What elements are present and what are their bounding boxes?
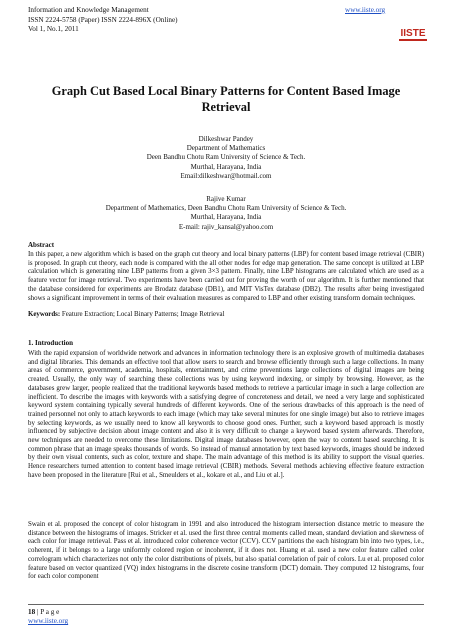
page-separator: | bbox=[36, 608, 39, 616]
svg-text:IISTE: IISTE bbox=[400, 28, 426, 39]
footer-website-link[interactable]: www.iiste.org bbox=[28, 617, 69, 626]
author-place: Murthal, Harayana, India bbox=[190, 162, 262, 171]
author-block-1 bbox=[28, 135, 424, 181]
section-heading-introduction: 1. Introduction bbox=[28, 339, 73, 347]
intro-paragraph-1: With the rapid expansion of worldwide network and advances in information technology there is an explosive growth of multimedia databases and digital libraries. This demands an effective tool that allow users to search and browse efficiently through such a large collections. In many areas of commerce, government, academia, hospitals, entertainment, and crime preventions large collections of digital images are being created. Usually, the only way of searching these collections was by using keyword indexing, or simply by browsing. However, as the databases grew larger, people realized that the traditional keywords based methods to retrieve a particular image in such a large collection are inefficient. To describe the images with keywords with a satisfying degree of concreteness and detail, we need a very large and sophisticated keyword system containing typically several hundreds of different keywords. One of the serious drawbacks of this approach is the need of trained personnel not only to attach keywords to each image (which may take several minutes for one single image) but also to retrieve images by selecting keywords, as we usually need to know all keywords to choose good ones. Further, such a keyword based approach is mostly influenced by subjective decision about image content and also it is very difficult to change a keyword based system afterwards. Therefore, new techniques are needed to overcome these limitations. Digital image databases however, open the way to content based searching. It is common phrase that an image speaks thousands of words. So instead of manual annotation by text based keywords, images should be indexed by their own visual contents, such as color, texture and shape. The main advantage of this method is its ability to support the visual queries. Hence researchers turned attention to content based image retrieval (CBIR) methods. Several methods achieving effective feature extraction have been proposed in the literature [Rui et al., Smeulders et al., kokare et al., and Liu et al.]. bbox=[28, 350, 424, 479]
page-footer bbox=[28, 608, 68, 627]
page-number: 18 bbox=[28, 608, 36, 616]
journal-name: Information and Knowledge Management bbox=[28, 6, 149, 14]
keywords-line bbox=[28, 311, 225, 318]
journal-header bbox=[28, 6, 178, 35]
paper-title: Graph Cut Based Local Binary Patterns for Content Based Image Retrieval bbox=[51, 84, 401, 114]
footer-divider bbox=[28, 604, 424, 605]
abstract-heading: Abstract bbox=[28, 241, 55, 249]
author-block-2 bbox=[28, 195, 424, 232]
author-dept: Department of Mathematics bbox=[186, 144, 266, 153]
journal-volume: Vol 1, No.1, 2011 bbox=[28, 25, 79, 34]
keywords-text: Feature Extraction; Local Binary Patterns; Image Retrieval bbox=[61, 311, 225, 318]
keywords-label: Keywords: bbox=[28, 311, 61, 318]
author-univ: Deen Bandhu Chotu Ram University of Science & Tech. bbox=[146, 153, 306, 162]
author-dept: Department of Mathematics, Deen Bandhu Chotu Ram University of Science & Tech. bbox=[105, 204, 347, 213]
header-website-link[interactable]: www.iiste.org bbox=[345, 6, 386, 14]
author-email: E-mail: rajiv_kansal@yahoo.com bbox=[178, 222, 274, 231]
iiste-logo bbox=[396, 18, 430, 46]
author-name: Rajive Kumar bbox=[206, 195, 246, 203]
page-label: P a g e bbox=[40, 608, 60, 616]
abstract-text: In this paper, a new algorithm which is based on the graph cut theory and local binary patterns (LBP) for content based image retrieval (CBIR) is proposed. In graph cut theory, each node is compared with the all other nodes for edge map generation. The same concept is utilized at LBP calculation which is generating nine LBP patterns from a given 3×3 pattern. Finally, nine LBP histograms are calculated which are used as a feature vector for image retrieval. Two experiments have been carried out for proving the worth of our algorithm. It is further mentioned that the database considered for experiments are Brodatz database (DB1), and MIT VisTex database (DB2). The results after being investigated shows a significant improvement in terms of their evaluation measures as compared to LBP and other existing transform domain techniques. bbox=[28, 251, 424, 302]
author-email: Email:dilkeshwar@hotmail.com bbox=[180, 171, 272, 180]
author-name: Dilkeshwar Pandey bbox=[198, 135, 254, 143]
journal-issn: ISSN 2224-5758 (Paper) ISSN 2224-896X (Online) bbox=[28, 15, 178, 24]
intro-paragraph-2: Swain et al. proposed the concept of color histogram in 1991 and also introduced the histogram intersection distance metric to measure the distance between the histograms of images. Stricker et al. used the first three central moments called mean, standard deviation and skewness of each color for image retrieval. Pass et al. introduced color coherence vector (CCV). CCV partitions the each histogram bin into two types, i.e., coherent, if it belongs to a large uniformly colored region or incoherent, if it does not. Huang et al. used a new color feature called color correlogram which characterizes not only the color distributions of pixels, but also spatial correlation of pair of colors. Lu et al. proposed color feature based on vector quantized (VQ) index histograms in the discrete cosine transform (DCT) domain. They computed 12 histograms, four for each color component bbox=[28, 521, 424, 581]
author-place: Murthal, Harayana, India bbox=[190, 213, 262, 222]
